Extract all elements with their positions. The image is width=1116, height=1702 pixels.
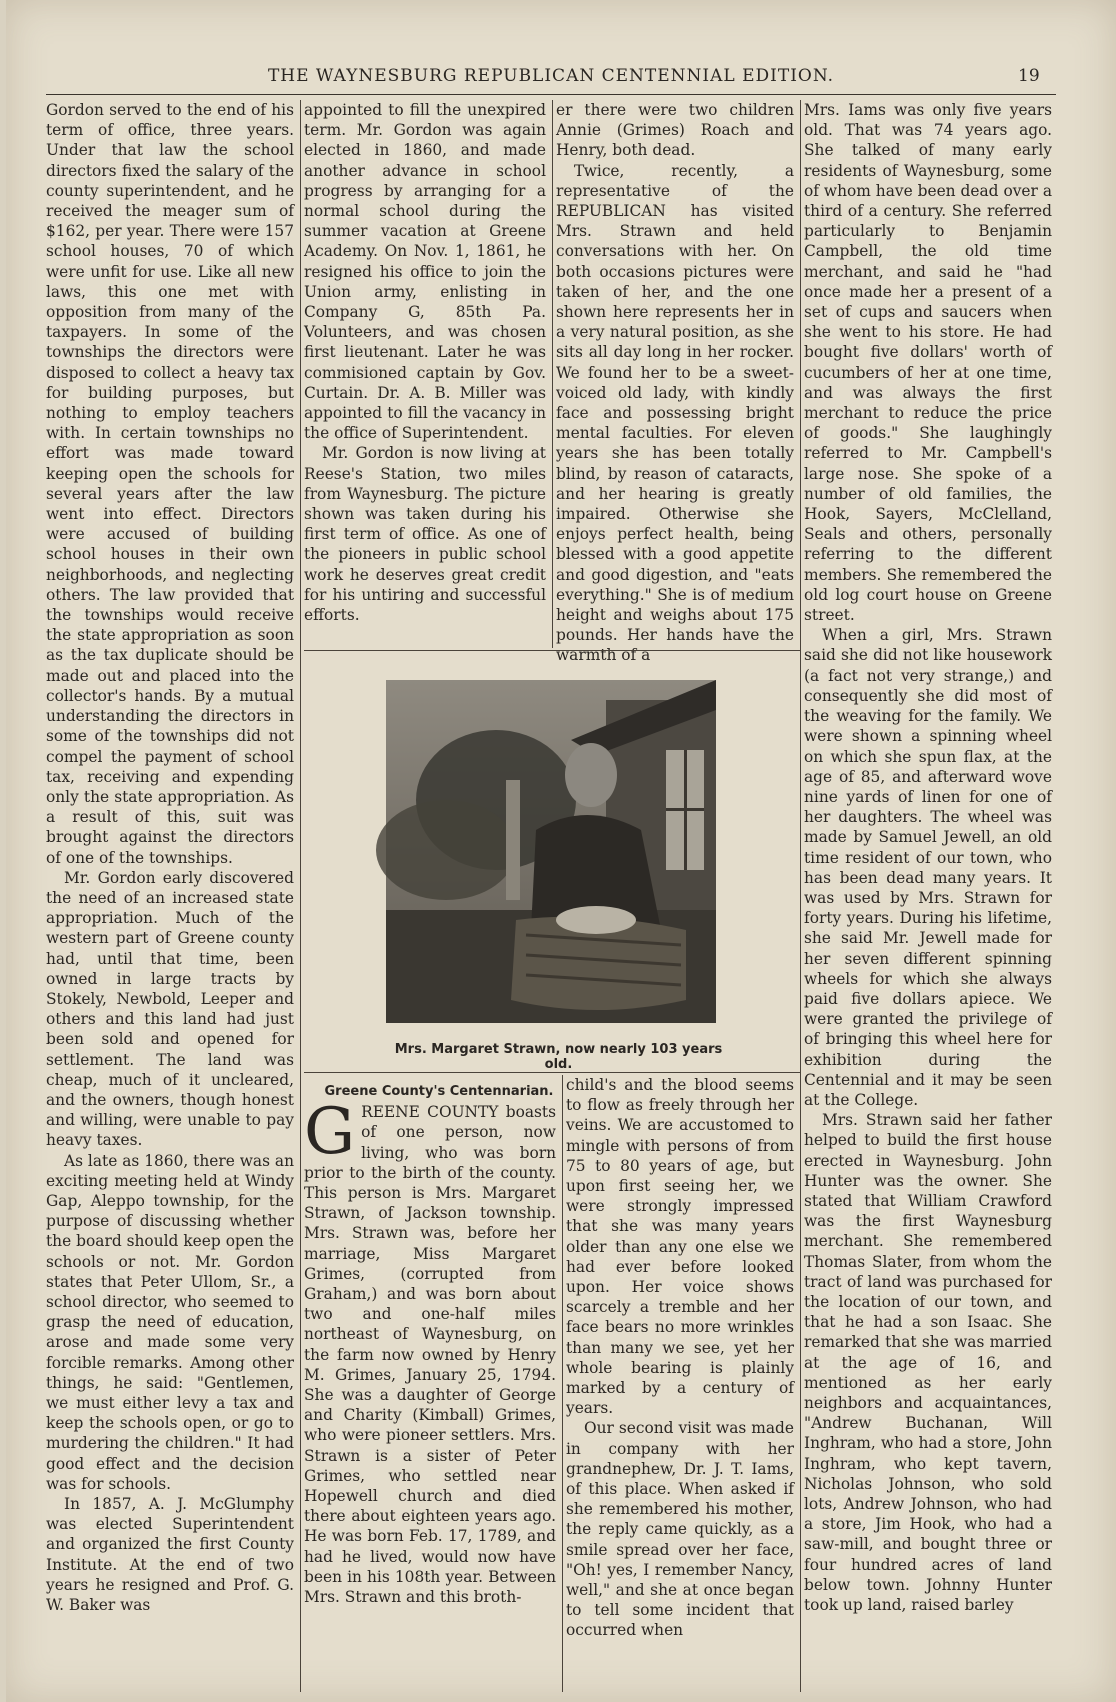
portrait-photo xyxy=(386,680,716,1023)
paragraph: When a girl, Mrs. Strawn said she did not like housework (a fact not very strange,) and consequently she did most of the weaving for the family. We were shown a spinning wheel on which she spun flax, at the age of 85, and afterward wove nine yards of linen for one of her daughters. The wheel was made by Samuel Jewell, an old time resident of our town, who has been dead many years. It was used by Mrs. Strawn for forty years. During his lifetime, she said Mr. Jewell made for her seven different spinning wheels for which she always paid five dollars apiece. We were granted the privilege of of bringing this wheel here for exhibition during the Centennial and it may be seen at the College. xyxy=(804,626,1052,1109)
section-rule xyxy=(304,650,800,651)
masthead-title: THE WAYNESBURG REPUBLICAN CENTENNIAL EDITION. xyxy=(267,66,835,86)
column-3 xyxy=(556,100,794,665)
paragraph: er there were two children Annie (Grimes) Roach and Henry, both dead. xyxy=(556,101,794,160)
paragraph: Mrs. Iams was only five years old. That was 74 years ago. She talked of many early residents of Waynesburg, some of whom have been dead over a third of a century. She referred particularly to Benjamin Campbell, the old time merchant, and said he "had once made her a present of a set of cups and saucers when she went to his store. He had bought five dollars' worth of cucumbers of her at one time, and was always the first merchant to reduce the price of goods." She laughingly referred to Mr. Campbell's large nose. She spoke of a number of old families, the Hook, Sayers, McClelland, Seals and others, personally referring to the different members. She remembered the old log court house on Greene street. xyxy=(804,101,1052,625)
column-rule xyxy=(562,1075,563,1692)
drop-cap: G xyxy=(304,1095,356,1170)
column-rule xyxy=(300,100,301,1692)
column-4 xyxy=(804,100,1052,1695)
photo-caption: Mrs. Margaret Strawn, now nearly 103 years old. xyxy=(394,1042,723,1072)
article-heading: Greene County's Centennarian. xyxy=(324,1084,554,1099)
paragraph: child's and the blood seems to flow as freely through her veins. We are accustomed to mingle with persons of from 75 to 80 years of age, but upon first seeing her, we were strongly impressed that she was many years older than any one else we had ever before looked upon. Her voice shows scarcely a tremble and her face bears no more wrinkles than many we see, yet her whole bearing is plainly marked by a century of years. xyxy=(566,1076,794,1418)
page-number: 19 xyxy=(1018,66,1040,86)
paragraph: Mr. Gordon early discovered the need of an increased state appropriation. Much of the western part of Greene county had, until that time, been owned in large tracts by Stokely, Newbold, Leeper and others and this land had just been sold and opened for settlement. The land was cheap, much of it uncleared, and the owners, though honest and willing, were unable to pay heavy taxes. xyxy=(46,868,294,1150)
paragraph: appointed to fill the unexpired term. Mr. Gordon was again elected in 1860, and made another advance in school progress by arranging for a normal school during the summer vacation at Greene Academy. On Nov. 1, 1861, he resigned his office to join the Union army, enlisting in Company G, 85th Pa. Volunteers, and was chosen first lieutenant. Later he was commisioned captain by Gov. Curtain. Dr. A. B. Miller was appointed to fill the vacancy in the office of Superintendent. xyxy=(304,101,546,443)
paragraph: Mr. Gordon is now living at Reese's Station, two miles from Waynesburg. The picture shown was taken during his first term of office. As one of the pioneers in public school work he deserves great credit for his untiring and successful efforts. xyxy=(304,444,546,625)
article-lead xyxy=(304,1095,556,1607)
column-rule xyxy=(552,100,553,648)
column-2 xyxy=(304,100,546,645)
paragraph: Mrs. Strawn said her father helped to build the first house erected in Waynesburg. John Hunter was the owner. She stated that William Crawford was the first Waynesburg merchant. She remembered Thomas Slater, from whom the tract of land was purchased for the location of our town, and that he had a son Isaac. She remarked that she was married at the age of 16, and mentioned as her early neighbors and acquaintances, "Andrew Buchanan, Will Inghram, who had a store, John Inghram, who kept tavern, Nicholas Johnson, who sold lots, Andrew Johnson, who had a store, Jim Hook, who had a saw-mill, and bought three or four hundred acres of land below town. Johnny Hunter took up land, raised barley xyxy=(804,1111,1052,1615)
paragraph: Our second visit was made in company with her grandnephew, Dr. J. T. Iams, of this place. When asked if she remembered his mother, the reply came quickly, as a smile spread over her face, "Oh! yes, I remember Nancy, well," and she at once began to tell some incident that occurred when xyxy=(566,1419,794,1640)
photo-illustration xyxy=(386,680,716,1023)
paragraph: In 1857, A. J. McGlumphy was elected Superintendent and organized the first County Institute. At the end of two years he resigned and Prof. G. W. Baker was xyxy=(46,1495,294,1615)
article-column xyxy=(304,1082,556,1694)
column-rule xyxy=(800,100,801,1692)
column-6 xyxy=(566,1075,794,1694)
column-1 xyxy=(46,100,294,1695)
paragraph: Twice, recently, a representative of the REPUBLICAN has visited Mrs. Strawn and held conversations with her. On both occasions pictures were taken of her, and the one shown here represents her in a very natural position, as she sits all day long in her rocker. We found her to be a sweet-voiced old lady, with kindly face and possessing bright mental faculties. For eleven years she has been totally blind, by reason of cataracts, and her hearing is greatly impaired. Otherwise she enjoys perfect health, being blessed with a good appetite and good digestion, and "eats everything." She is of medium height and weighs about 175 pounds. Her hands have the warmth of a xyxy=(556,161,794,665)
section-rule xyxy=(304,1072,800,1073)
paragraph: Gordon served to the end of his term of office, three years. Under that law the school directors fixed the salary of the county superintendent, and he received the meager sum of $162, per year. There were 157 school houses, 70 of which were unfit for use. Like all new laws, this one met with opposition from many of the taxpayers. In some of the townships the directors were disposed to collect a heavy tax for building purposes, but nothing to employ teachers with. In certain townships no effort was made toward keeping open the schools for several years after the law went into effect. Directors were accused of building school houses in their own neighborhoods, and neglecting others. The law provided that the townships would receive the state appropriation as soon as the tax duplicate should be made out and placed into the collector's hands. By a mutual understanding the directors in some of the townships did not compel the payment of school tax, receiving and expending only the state appropriation. As a result of this, suit was brought against the directors of one of the townships. xyxy=(46,101,294,867)
newspaper-page xyxy=(6,0,1116,1702)
header-rule xyxy=(46,94,1056,95)
lead-text: REENE COUNTY boasts of one person, now living, who was born prior to the birth of the county. This person is Mrs. Margaret Strawn, of Jackson township. Mrs. Strawn was, before her marriage, Miss Margaret Grimes, (corrupted from Graham,) and was born about two and one-half miles northeast of Waynesburg, on the farm now owned by Henry M. Grimes, January 25, 1794. She was a daughter of George and Charity (Kimball) Grimes, who were pioneer settlers. Mrs. Strawn is a sister of Peter Grimes, who settled near Hopewell church and died there about eighteen years ago. He was born Feb. 17, 1789, and had he lived, would now have been in his 108th year. Between Mrs. Strawn and this broth- xyxy=(304,1103,556,1607)
paragraph: As late as 1860, there was an exciting meeting held at Windy Gap, Aleppo township, for the purpose of discussing whether the board should keep open the schools or not. Mr. Gordon states that Peter Ullom, Sr., a school director, who seemed to grasp the need of education, arose and made some very forcible remarks. Among other things, he said: "Gentlemen, we must either levy a tax and keep the schools open, or go to murdering the children." It had good effect and the decision was for schools. xyxy=(46,1151,294,1493)
